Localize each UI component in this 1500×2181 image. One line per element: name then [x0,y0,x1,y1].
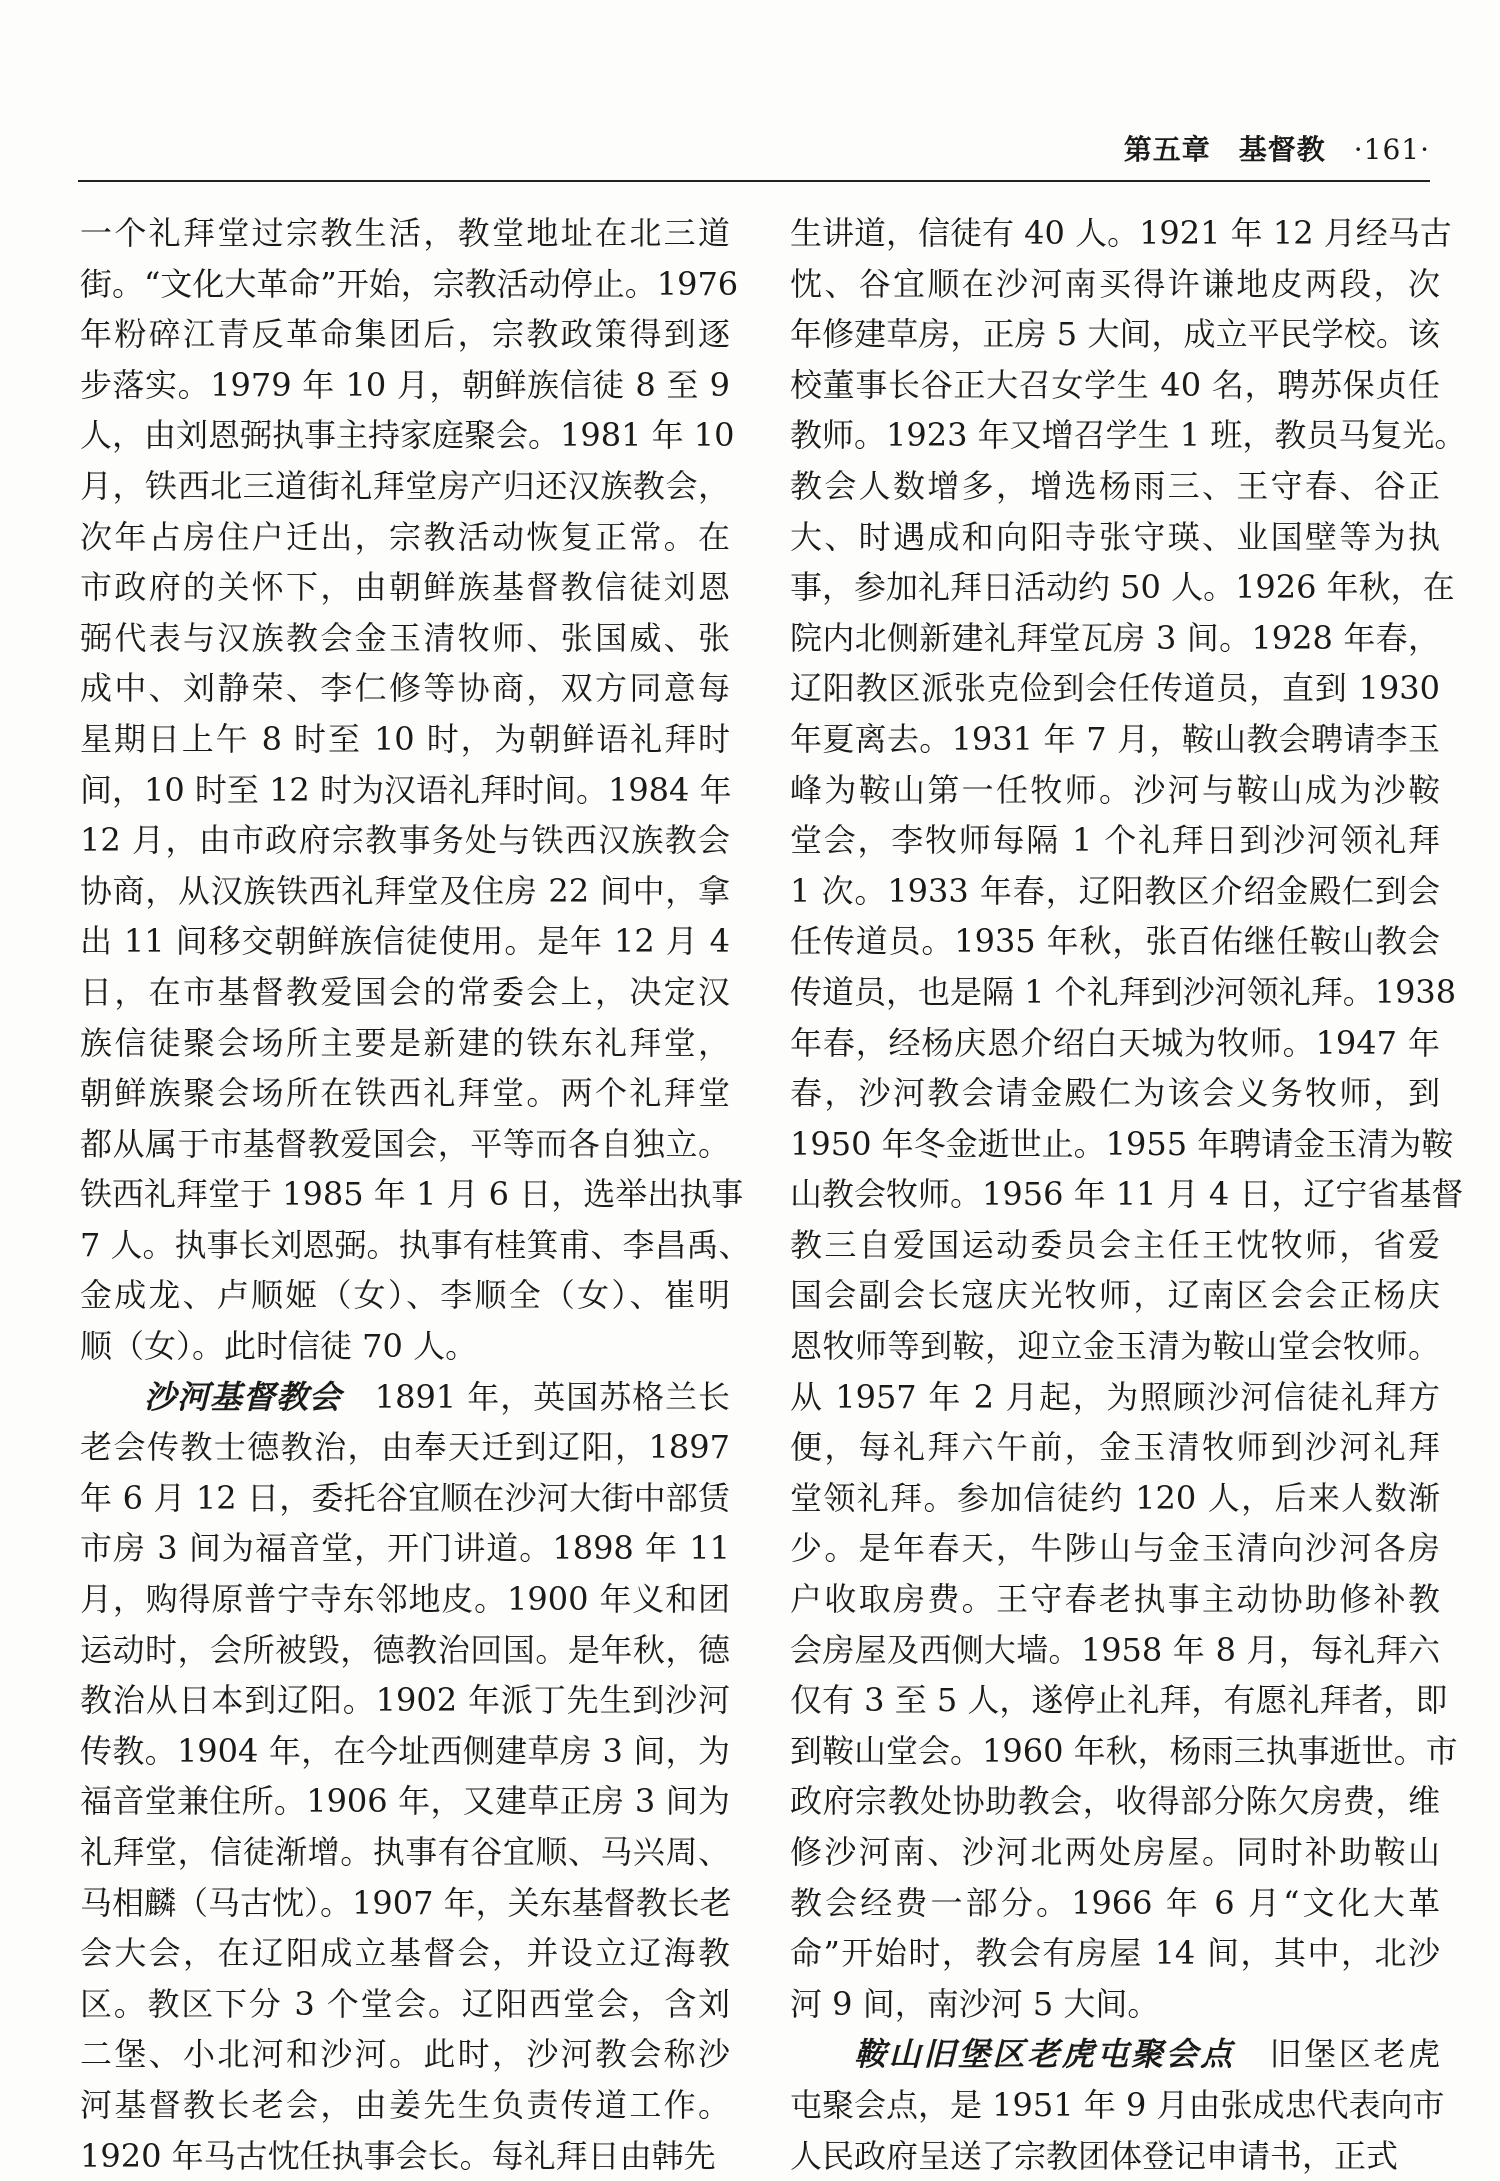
text-line: 顺（女）。此时信徒 70 人。 [80,1327,478,1366]
text-line: 日，在市基督教爱国会的常委会上，决定汉 [80,972,730,1011]
text-line: 峰为鞍山第一任牧师。沙河与鞍山成为沙鞍 [790,770,1440,809]
text-line: 间，10 时至 12 时为汉语礼拜时间。1984 年 [80,770,732,809]
section-label: 基督教 [1238,133,1326,166]
text-line: 少。是年春天，牛陟山与金玉清向沙河各房 [790,1529,1440,1568]
section-lead-text: 旧堡区老虎 [1269,2035,1440,2074]
text-line: 河基督教长老会，由姜先生负责传道工作。 [80,2085,730,2124]
text-line: 街。“文化大革命”开始，宗教活动停止。1976 [80,264,739,303]
chapter-label: 第五章 [1123,133,1211,166]
text-line: 堂会，李牧师每隔 1 个礼拜日到沙河领礼拜 [790,821,1440,860]
text-line: 礼拜堂，信徒渐增。执事有谷宜顺、马兴周、 [80,1833,730,1871]
text-line: 区。教区下分 3 个堂会。辽阳西堂会，含刘 [80,1984,730,2023]
text-line: 成中、刘静荣、李仁修等协商，双方同意每 [80,669,730,708]
text-line: 月，购得原普宁寺东邻地皮。1900 年义和团 [80,1580,730,1619]
text-line: 7 人。执事长刘恩弼。执事有桂箕甫、李昌禹、 [80,1225,751,1264]
text-line: 教会经费一部分。1966 年 6 月“文化大革 [790,1883,1440,1922]
text-line: 1 次。1933 年春，辽阳教区介绍金殿仁到会 [790,871,1440,910]
text-line: 堂领礼拜。参加信徒约 120 人，后来人数渐 [790,1478,1440,1517]
text-line: 年修建草房，正房 5 大间，成立平民学校。该 [790,315,1440,354]
text-line: 仅有 3 至 5 人，遂停止礼拜，有愿礼拜者，即 [790,1681,1448,1720]
text-line: 教三自爱国运动委员会主任王忱牧师，省爱 [790,1225,1440,1264]
text-line: 便，每礼拜六午前，金玉清牧师到沙河礼拜 [790,1428,1440,1467]
text-line: 12 月，由市政府宗教事务处与铁西汉族教会 [80,821,730,860]
text-line: 弼代表与汉族教会金玉清牧师、张国威、张 [80,618,730,657]
text-line: 运动时，会所被毁，德教治回国。是年秋，德 [80,1630,730,1669]
text-line: 年 6 月 12 日，委托谷宜顺在沙河大街中部赁 [80,1478,730,1517]
text-line: 市房 3 间为福音堂，开门讲道。1898 年 11 [80,1529,730,1568]
text-line: 忱、谷宜顺在沙河南买得许谦地皮两段，次 [790,264,1440,303]
text-line: 次年占房住户迁出，宗教活动恢复正常。在 [80,517,730,556]
text-line: 金成龙、卢顺姬（女）、李顺全（女）、崔明 [80,1276,730,1315]
text-line: 月，铁西北三道街礼拜堂房产归还汉族教会， [80,466,730,505]
section-heading: 沙河基督教会 [144,1377,342,1416]
text-line: 福音堂兼住所。1906 年，又建草正房 3 间为 [80,1782,730,1821]
text-line [80,1372,730,1423]
text-line: 校董事长谷正大召女学生 40 名，聘苏保贞任 [790,365,1440,404]
text-line: 户收取房费。王守春老执事主动协助修补教 [790,1580,1440,1619]
text-line: 政府宗教处协助教会，收得部分陈欠房费，维 [790,1782,1440,1821]
text-line: 命”开始时，教会有房屋 14 间，其中，北沙 [790,1934,1440,1973]
text-line: 族信徒聚会场所主要是新建的铁东礼拜堂， [80,1023,730,1062]
running-header [0,128,1430,168]
text-line: 铁西礼拜堂于 1985 年 1 月 6 日，选举出执事 [80,1175,744,1214]
text-line: 人，由刘恩弼执事主持家庭聚会。1981 年 10 [80,416,735,455]
section-lead-text: 1891 年，英国苏格兰长 [374,1377,730,1416]
text-line: 年粉碎江青反革命集团后，宗教政策得到逐 [80,315,730,354]
text-line: 年春，经杨庆恩介绍白天城为牧师。1947 年 [790,1023,1440,1062]
text-line: 春，沙河教会请金殿仁为该会义务牧师，到 [790,1074,1440,1113]
right-column [790,208,1467,2181]
text-line: 任传道员。1935 年秋，张百佑继任鞍山教会 [790,922,1440,961]
text-line: 山教会牧师。1956 年 11 月 4 日，辽宁省基督 [790,1175,1464,1214]
text-line: 国会副会长寇庆光牧师，辽南区会会正杨庆 [790,1276,1440,1315]
text-line: 协商，从汉族铁西礼拜堂及住房 22 间中，拿 [80,871,730,910]
text-line: 老会传教士德教治，由奉天迁到辽阳，1897 [80,1428,730,1467]
text-line: 步落实。1979 年 10 月，朝鲜族信徒 8 至 9 [80,365,730,404]
text-line: 人民政府呈送了宗教团体登记申请书，正式 [790,2136,1399,2175]
header-rule [78,180,1430,182]
text-line: 二堡、小北河和沙河。此时，沙河教会称沙 [80,2035,730,2074]
text-line: 大、时遇成和向阳寺张守瑛、业国壁等为执 [790,517,1440,556]
section-heading: 鞍山旧堡区老虎屯聚会点 [854,2035,1235,2074]
text-line: 从 1957 年 2 月起，为照顾沙河信徒礼拜方 [790,1377,1440,1416]
text-line: 屯聚会点，是 1951 年 9 月由张成忠代表向市 [790,2085,1445,2124]
text-line: 1920 年马古忱任执事会长。每礼拜日由韩先 [80,2136,716,2175]
text-line: 教治从日本到辽阳。1902 年派丁先生到沙河 [80,1681,730,1720]
text-line: 到鞍山堂会。1960 年秋，杨雨三执事逝世。市 [790,1731,1458,1770]
text-line: 河 9 间，南沙河 5 大间。 [790,1984,1160,2023]
text-line: 教会人数增多，增选杨雨三、王守春、谷正 [790,466,1440,505]
text-line: 生讲道，信徒有 40 人。1921 年 12 月经马古 [790,214,1452,252]
text-line: 出 11 间移交朝鲜族信徒使用。是年 12 月 4 [80,922,730,961]
text-line: 一个礼拜堂过宗教生活，教堂地址在北三道 [80,214,730,252]
left-column [80,208,751,2181]
text-line: 星期日上午 8 时至 10 时，为朝鲜语礼拜时 [80,719,730,758]
text-line [790,2029,1440,2080]
text-line: 都从属于市基督教爱国会，平等而各自独立。 [80,1124,730,1163]
text-line: 修沙河南、沙河北两处房屋。同时补助鞍山 [790,1833,1440,1871]
text-line: 院内北侧新建礼拜堂瓦房 3 间。1928 年春， [790,618,1440,657]
text-line: 事，参加礼拜日活动约 50 人。1926 年秋，在 [790,568,1455,607]
text-line: 会大会，在辽阳成立基督会，并设立辽海教 [80,1934,730,1973]
text-line: 传教。1904 年，在今址西侧建草房 3 间，为 [80,1731,730,1770]
text-line: 朝鲜族聚会场所在铁西礼拜堂。两个礼拜堂 [80,1074,730,1113]
text-line: 1950 年冬金逝世止。1955 年聘请金玉清为鞍 [790,1124,1454,1163]
text-line: 教师。1923 年又增召学生 1 班，教员马复光。 [790,416,1467,455]
text-line: 马相麟（马古忱）。1907 年，关东基督教长老 [80,1883,732,1922]
text-line: 恩牧师等到鞍，迎立金玉清为鞍山堂会牧师。 [790,1327,1440,1366]
text-line: 年夏离去。1931 年 7 月，鞍山教会聘请李玉 [790,719,1440,758]
page-number: ·161· [1353,133,1430,166]
text-line: 市政府的关怀下，由朝鲜族基督教信徒刘恩 [80,568,730,607]
text-line: 辽阳教区派张克俭到会任传道员，直到 1930 [790,669,1440,708]
text-line: 会房屋及西侧大墙。1958 年 8 月，每礼拜六 [790,1630,1440,1669]
text-line: 传道员，也是隔 1 个礼拜到沙河领礼拜。1938 [790,972,1457,1011]
